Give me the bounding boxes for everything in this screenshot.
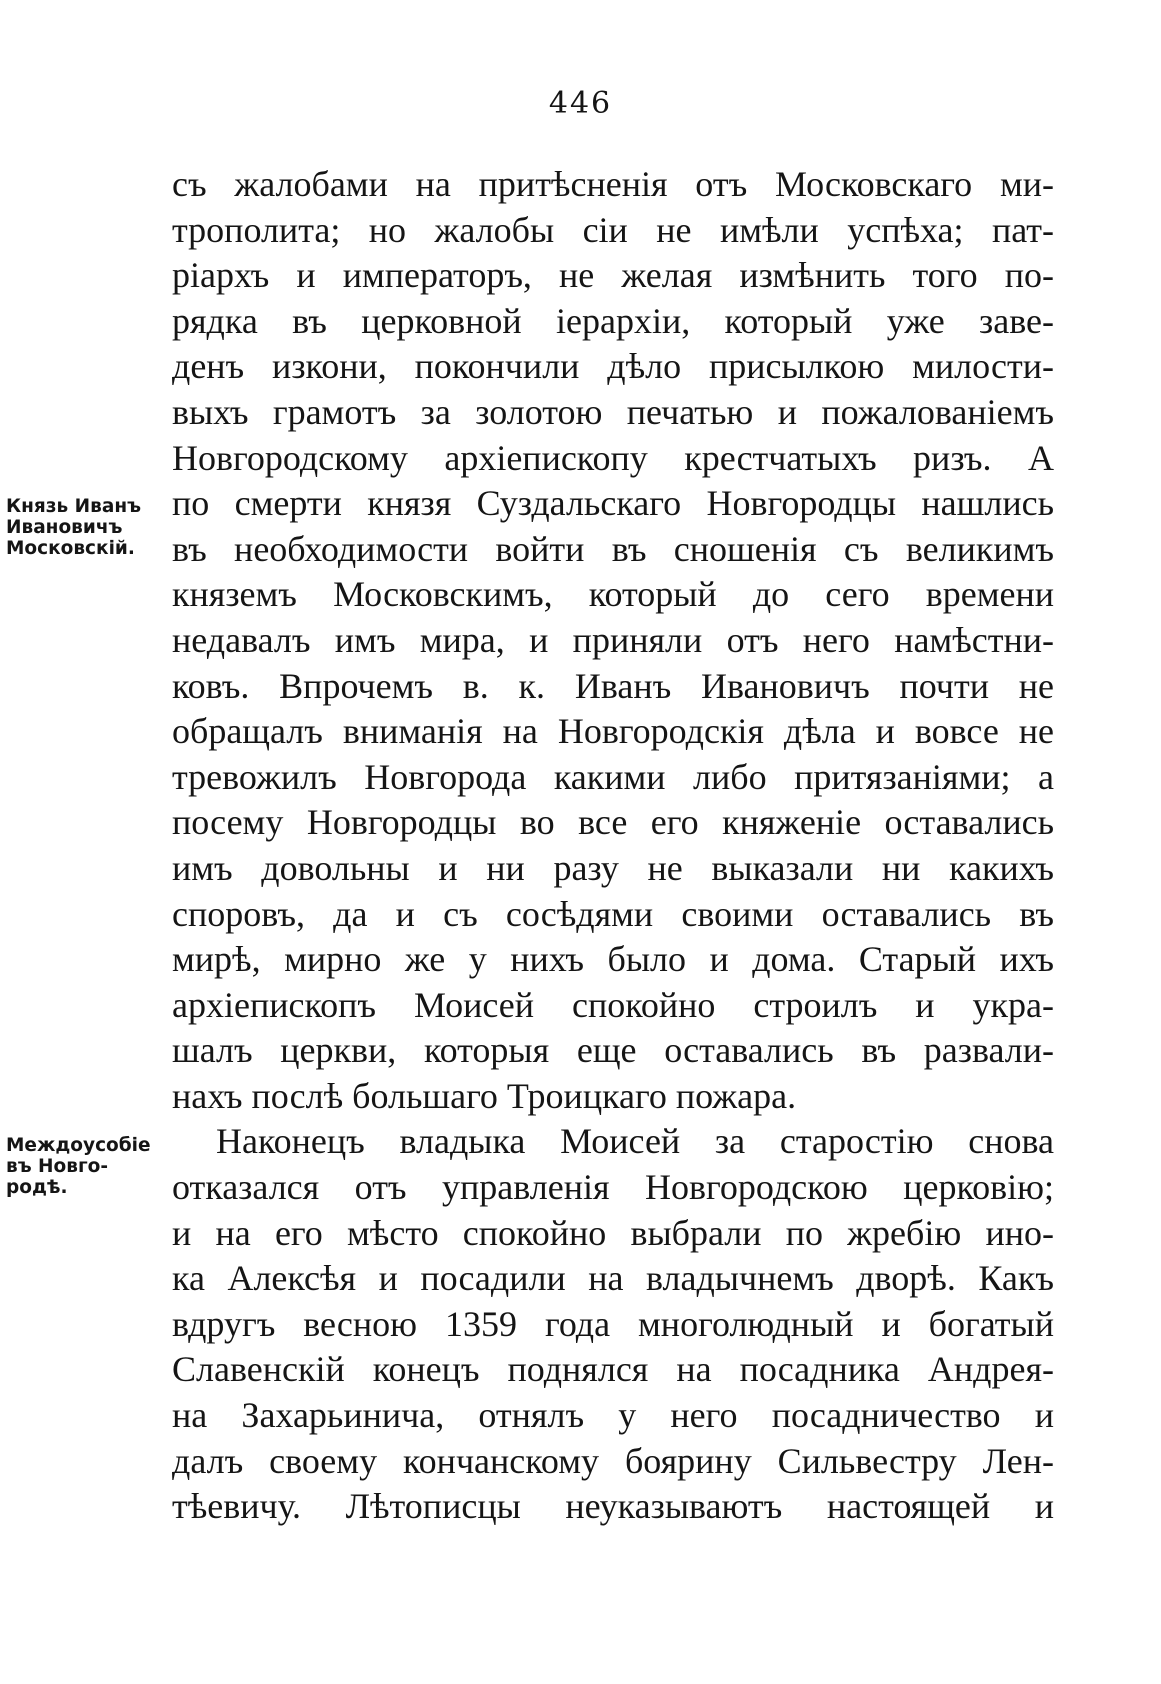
margin-note-prince-ivan [6, 496, 166, 559]
text-line: недавалъ имъ мира, и приняли отъ него намѣстни- [172, 619, 1054, 660]
margin-note-line: въ Новго- [6, 1156, 109, 1177]
text-line: и на его мѣсто спокойно выбрали по жребію ино- [172, 1212, 1054, 1253]
margin-note-line: Ивановичъ [6, 517, 123, 538]
page-number: 446 [548, 86, 613, 121]
text-line: княземъ Московскимъ, который до сего времени [172, 574, 1054, 615]
text-line: ковъ. Впрочемъ в. к. Иванъ Ивановичъ почти не [172, 665, 1054, 706]
margin-note-line: Междоусобіе [6, 1135, 151, 1156]
text-line: ка Алексѣя и посадили на владычнемъ дворѣ. Какъ [172, 1258, 1054, 1299]
text-line: выхъ грамотъ за золотою печатью и пожалованіемъ [172, 391, 1054, 432]
margin-note-line: Князь Иванъ [6, 496, 142, 517]
text-line: посему Новгородцы во все его княженіе оставались [172, 802, 1054, 843]
text-line: тѣевичу. Лѣтописцы неуказываютъ настоящей и [172, 1486, 1054, 1527]
text-line: нахъ послѣ большаго Троицкаго пожара. [172, 1075, 797, 1116]
text-line: съ жалобами на притѣсненія отъ Московскаго ми- [172, 164, 1054, 204]
margin-note-line: родѣ. [6, 1177, 68, 1198]
text-line: Славенскій конецъ поднялся на посадника Андрея- [172, 1349, 1054, 1390]
text-line: трополита; но жалобы сіи не имѣли успѣха; пат- [172, 209, 1054, 250]
text-line: мирѣ, мирно же у нихъ было и дома. Старый ихъ [172, 939, 1054, 980]
text-line: шалъ церкви, которыя еще оставались въ развали- [172, 1030, 1054, 1071]
text-line: денъ изкони, покончили дѣло присылкою милости- [172, 346, 1054, 387]
text-line: Новгородскому архіепископу крестчатыхъ ризъ. А [172, 437, 1054, 478]
text-line: отказался отъ управленія Новгородскою церковію; [172, 1167, 1054, 1208]
text-line: по смерти князя Суздальскаго Новгородцы нашлись [172, 483, 1054, 524]
text-line: имъ довольны и ни разу не выказали ни какихъ [172, 847, 1054, 888]
margin-note-strife [6, 1135, 166, 1198]
text-line: Наконецъ владыка Моисей за старостію снова [216, 1121, 1054, 1162]
body-text [172, 162, 1054, 1530]
margin-note-line: Московскій. [6, 538, 135, 559]
text-line: на Захарьинича, отнялъ у него посадничество и [172, 1395, 1054, 1436]
text-line: въ необходимости войти въ сношенія съ великимъ [172, 528, 1054, 569]
text-line: архіепископъ Моисей спокойно строилъ и укра- [172, 984, 1054, 1025]
text-line: споровъ, да и съ сосѣдями своими оставались въ [172, 893, 1054, 934]
text-line: далъ своему кончанскому боярину Сильвестру Лен- [172, 1440, 1054, 1481]
text-line: обращалъ вниманія на Новгородскія дѣла и вовсе не [172, 711, 1054, 752]
text-line: ріархъ и императоръ, не желая измѣнить того по- [172, 255, 1054, 296]
text-line: вдругъ весною 1359 года многолюдный и богатый [172, 1303, 1054, 1344]
text-line: тревожилъ Новгорода какими либо притязаніями; а [172, 756, 1054, 797]
text-line: рядка въ церковной іерархіи, который уже заве- [172, 300, 1054, 341]
